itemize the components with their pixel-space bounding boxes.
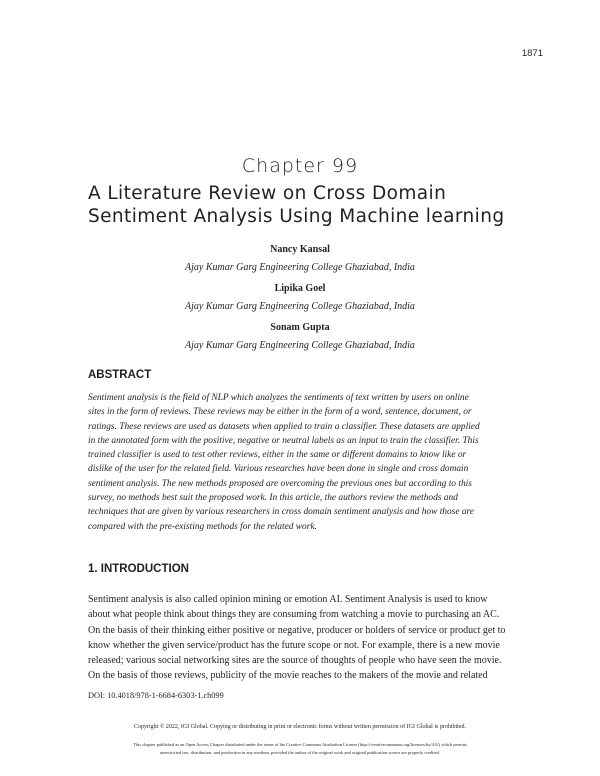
title-line: A Literature Review on Cross Domain [88, 183, 447, 204]
doi: DOI: 10.4018/978-1-6684-6303-1.ch099 [88, 691, 224, 700]
page-number: 1871 [521, 48, 543, 59]
author-block [0, 282, 600, 313]
introduction-line: Sentiment analysis is also called opinion mining or emotion AI. Sentiment Analysis is used to know [88, 594, 488, 605]
author-affiliation: Ajay Kumar Garg Engineering College Ghaziabad, India [185, 301, 415, 312]
author-name: Lipika Goel [274, 283, 326, 294]
license-line: unrestricted use, distribution, and production in any medium, provided the author of the original work and original publication source are properly credited. [159, 750, 441, 755]
copyright-notice: Copyright © 2022, IGI Global. Copying or distributing in print or electronic forms without written permission of IGI Global is prohibited. [133, 724, 466, 730]
author-name: Nancy Kansal [270, 244, 330, 255]
introduction-heading: 1. INTRODUCTION [88, 563, 189, 575]
introduction-line: On the basis of those reviews, publicity of the movie reaches to the makers of the movie and related [88, 670, 488, 682]
introduction-line: released; various social networking sites are the source of thoughts of people who have seen the movie. [88, 655, 502, 667]
abstract-line: ratings. These reviews are used as datasets when applied to train a classifier. These datasets are applied [88, 421, 480, 432]
abstract-line: Sentiment analysis is the field of NLP which analyzes the sentiments of text written by users on online [88, 393, 469, 403]
abstract-line: sentiment analysis. The new methods proposed are overcoming the previous ones but according to this [88, 478, 472, 489]
abstract-line: compared with the pre-existing methods for the related work. [88, 521, 317, 532]
license-notice [60, 741, 540, 757]
author-affiliation: Ajay Kumar Garg Engineering College Ghaziabad, India [185, 340, 415, 351]
author-affiliation: Ajay Kumar Garg Engineering College Ghaziabad, India [185, 262, 415, 273]
introduction-line: know whether the given service/product has the future scope or not. For example, there is a new movie [88, 639, 500, 651]
author-block [0, 321, 600, 352]
license-line: This chapter published as an Open Access Chapter distributed under the terms of the Creative Commons Attribution License (http://creativecommons.org/licenses/by/4.0/) which permits [133, 742, 467, 747]
abstract-line: survey, no methods best suit the proposed work. In this article, the authors review the methods and [88, 493, 458, 504]
introduction-body [88, 592, 536, 684]
author-block [0, 243, 600, 274]
abstract-heading: ABSTRACT [88, 369, 152, 381]
chapter-label: Chapter 99 [241, 155, 359, 177]
abstract-line: dislike of the user for the related field. Various researches have been done in single and cross domain [88, 464, 469, 475]
introduction-line: about what people think about things they are consuming from watching a movie to purchasing an AC. [88, 609, 500, 621]
author-name: Sonam Gupta [270, 322, 330, 333]
chapter-title [88, 182, 548, 228]
abstract-line: in the annotated form with the positive, negative or neutral labels as an input to train the classifier. This [88, 435, 479, 446]
title-line: Sentiment Analysis Using Machine learning [88, 206, 505, 227]
introduction-line: On the basis of their thinking either positive or negative, producer or holders of service or product get to [88, 624, 506, 636]
abstract-line: sites in the form of reviews. These reviews may be either in the form of a word, sentence, document, or [88, 407, 472, 418]
abstract-line: techniques that are given by various researchers in cross domain sentiment analysis and how those are [88, 507, 474, 518]
abstract-line: trained classifier is used to test other reviews, either in the same or different domains to know like or [88, 450, 467, 461]
abstract-body [88, 391, 536, 534]
